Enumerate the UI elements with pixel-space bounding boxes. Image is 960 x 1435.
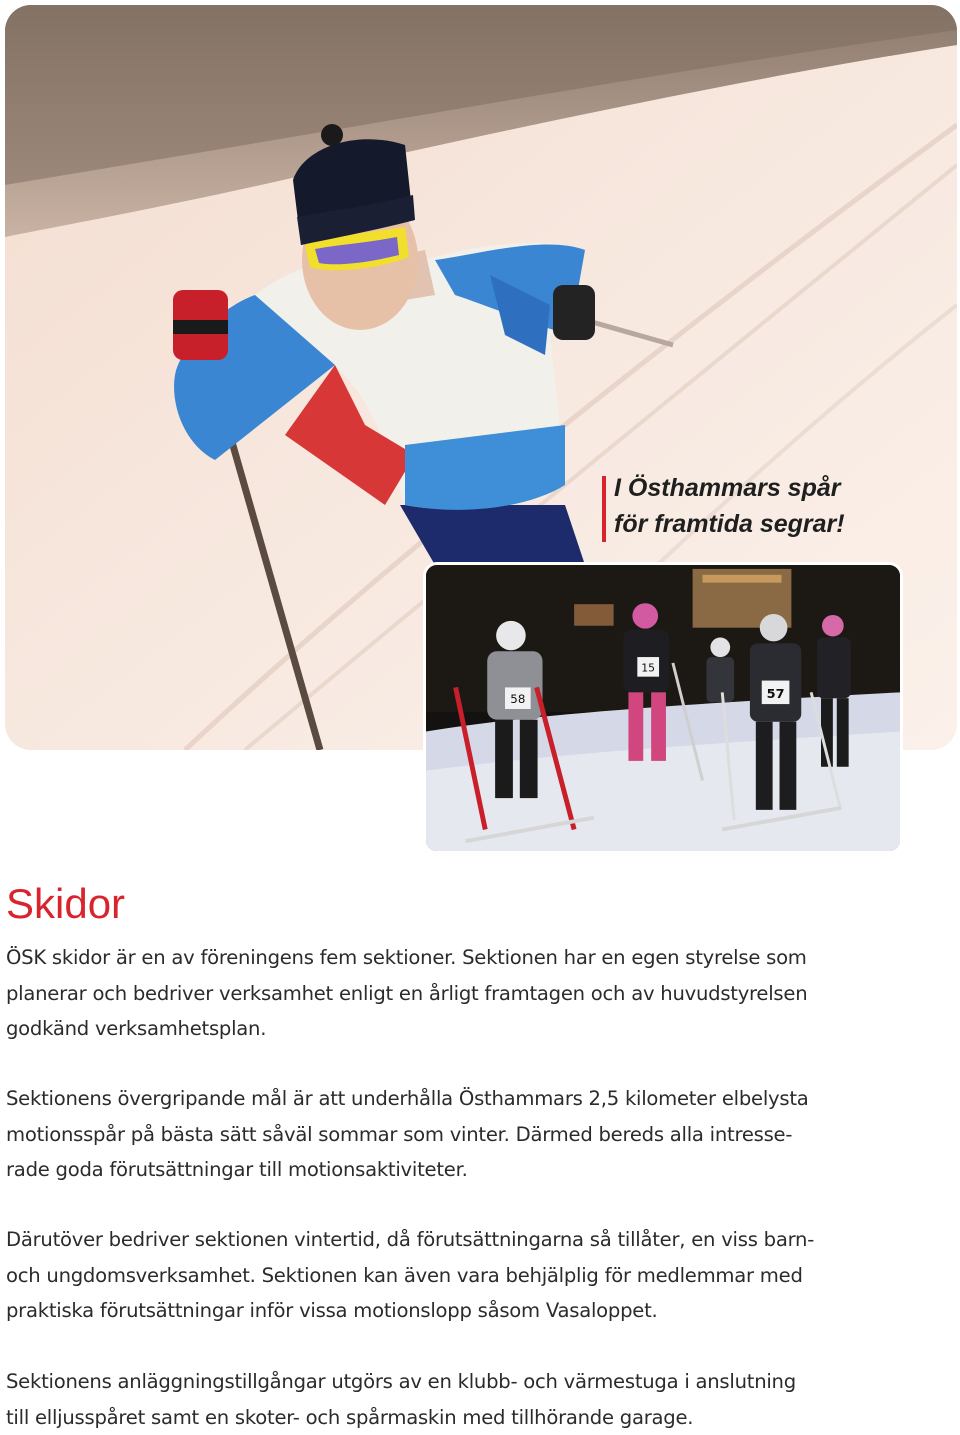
paragraph-line: Därutöver bedriver sektionen vintertid, då förutsättningarna så tillåter, en viss barn- — [6, 1222, 946, 1258]
paragraph-intro — [6, 940, 946, 1047]
paragraph-line: rade goda förutsättningar till motionsaktiviteter. — [6, 1152, 946, 1188]
kids-race-photo-graphic — [426, 565, 900, 851]
caption-line-1: I Östhammars spår — [614, 470, 934, 506]
caption-line-2: för framtida segrar! — [614, 506, 934, 542]
paragraph-goal — [6, 1081, 946, 1188]
paragraph-line: till elljusspåret samt en skoter- och spårmaskin med tillhörande garage. — [6, 1400, 946, 1435]
bib-57: 57 — [767, 687, 785, 702]
section-title: Skidor — [6, 874, 125, 934]
caption-accent-bar — [602, 476, 606, 542]
paragraph-youth — [6, 1222, 946, 1329]
paragraph-line: och ungdomsverksamhet. Sektionen kan även vara behjälplig för medlemmar med — [6, 1258, 946, 1294]
paragraph-line: motionsspår på bästa sätt såväl sommar som vinter. Därmed bereds alla intresse- — [6, 1117, 946, 1153]
paragraph-line: praktiska förutsättningar inför vissa motionslopp såsom Vasaloppet. — [6, 1293, 946, 1329]
paragraph-line: Sektionens övergripande mål är att underhålla Östhammars 2,5 kilometer elbelysta — [6, 1081, 946, 1117]
paragraph-assets — [6, 1364, 946, 1435]
paragraph-line: godkänd verksamhetsplan. — [6, 1011, 946, 1047]
paragraph-line: planerar och bedriver verksamhet enligt en årligt framtagen och av huvudstyrelsen — [6, 976, 946, 1012]
paragraph-line: Sektionens anläggningstillgångar utgörs av en klubb- och värmestuga i anslutning — [6, 1364, 946, 1400]
bib-58: 58 — [510, 692, 525, 706]
photo-caption — [614, 470, 934, 542]
kids-race-photo — [423, 562, 903, 854]
bib-15: 15 — [641, 662, 655, 675]
paragraph-line: ÖSK skidor är en av föreningens fem sektioner. Sektionen har en egen styrelse som — [6, 940, 946, 976]
